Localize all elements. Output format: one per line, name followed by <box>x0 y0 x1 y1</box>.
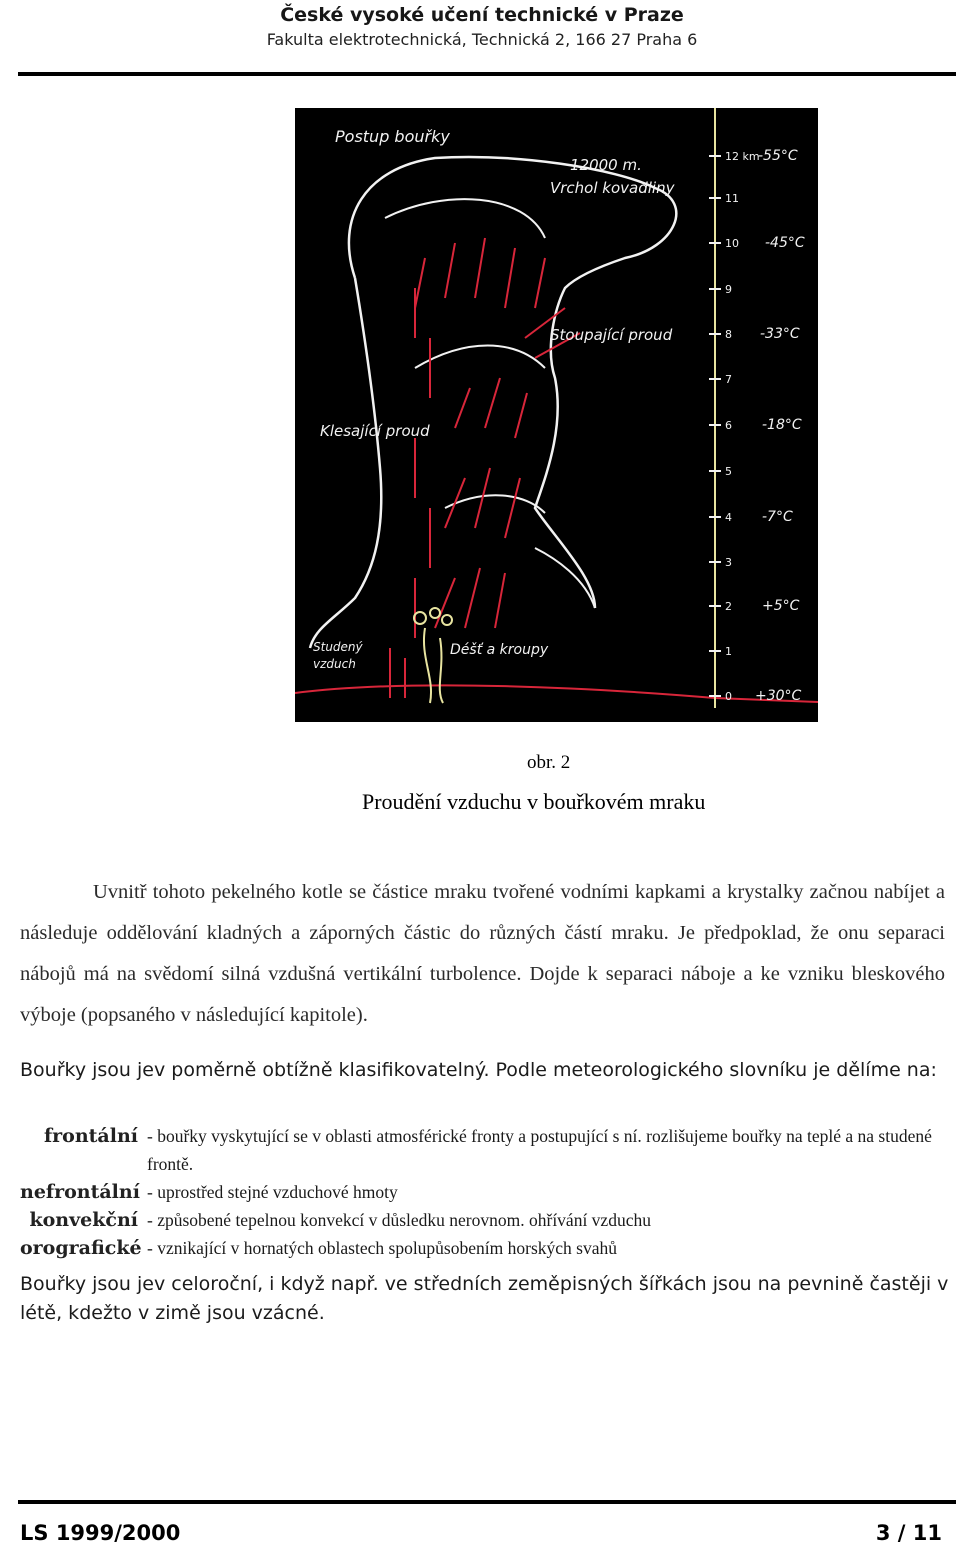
storm-type-term: nefrontální <box>20 1181 140 1203</box>
tick-label: 11 <box>725 192 739 205</box>
institution-title: České vysoké učení technické v Praze <box>280 4 684 26</box>
temperature-label: -55°C <box>758 148 798 164</box>
storm-type-description: - vznikající v hornatých oblastech spolupůsobením horských svahů <box>147 1238 617 1258</box>
paragraph-text: Uvnitř tohoto pekelného kotle se částice mraku tvořené vodními kapkami a krystalky začnou nabíjet a následuje oddělování kladných a záporných částic do různých částí mraku. Je předpoklad, že onu separaci nábojů má na svědomí silná vzdušná vertikální turbolence. Dojde k separaci náboje a ke vzniku bleskového výboje (popsaného v následující kapitole). <box>20 881 945 1026</box>
storm-movement-label: Postup bouřky <box>335 127 450 146</box>
temperature-label: -45°C <box>765 235 805 251</box>
figure-caption: Proudění vzduchu v bouřkovém mraku <box>362 789 706 814</box>
figure-number: obr. 2 <box>527 752 571 773</box>
storm-type-item <box>20 1234 950 1262</box>
page-number: 3 / 11 <box>875 1521 942 1545</box>
tick-label: 8 <box>725 328 732 341</box>
downdraft-label: Klesající proud <box>320 422 430 440</box>
storm-type-term: frontální <box>43 1125 138 1147</box>
updraft-label: Stoupající proud <box>550 326 673 344</box>
thunderstorm-diagram <box>295 108 818 722</box>
cold-air-label-1: Studený <box>313 640 363 654</box>
temperature-label: -18°C <box>762 417 802 433</box>
tick-label: 6 <box>725 419 732 432</box>
tick-label: 7 <box>725 373 732 386</box>
height-label: 12000 m. <box>570 156 642 174</box>
storm-type-description: - bouřky vyskytující se v oblasti atmosférické fronty a postupující s ní. rozlišujeme bouřky na teplé a na studené frontě. <box>147 1126 932 1174</box>
tick-label: 0 <box>725 690 732 703</box>
tick-label: 10 <box>725 237 739 250</box>
cold-air-label-2: vzduch <box>313 657 356 671</box>
tick-label: 2 <box>725 600 732 613</box>
storm-type-item <box>20 1178 950 1206</box>
storm-type-term: konvekční <box>29 1209 138 1231</box>
temperature-label: +30°C <box>755 688 802 704</box>
tick-label: 5 <box>725 465 732 478</box>
header-rule <box>18 72 956 76</box>
storm-type-item <box>20 1122 950 1178</box>
tick-label: 4 <box>725 511 732 524</box>
storm-type-term: orografické <box>20 1237 142 1259</box>
tick-label: 12 km <box>725 150 760 163</box>
temperature-label: +5°C <box>762 598 800 614</box>
temperature-label: -7°C <box>762 509 793 525</box>
faculty-address: Fakulta elektrotechnická, Technická 2, 166 27 Praha 6 <box>266 30 698 49</box>
footer-rule <box>18 1500 956 1504</box>
semester-label: LS 1999/2000 <box>20 1521 181 1545</box>
tick-label: 1 <box>725 645 732 658</box>
paragraph-classification: Bouřky jsou jev poměrně obtížně klasifikovatelný. Podle meteorologického slovníku je dělíme na: <box>20 1059 937 1081</box>
storm-type-item <box>20 1206 950 1234</box>
paragraph-charge-separation <box>20 872 945 1036</box>
rain-hail-label: Déšť a kroupy <box>450 642 549 658</box>
tick-label: 3 <box>725 556 732 569</box>
temperature-label: -33°C <box>760 326 800 342</box>
paragraph-seasonality: Bouřky jsou jev celoroční, i když např. ve středních zeměpisných šířkách jsou na pevnině častěji v létě, kdežto v zimě jsou vzácné. <box>20 1273 949 1324</box>
storm-types-list <box>20 1122 950 1262</box>
anvil-top-label: Vrchol kovadliny <box>550 179 675 197</box>
tick-label: 9 <box>725 283 732 296</box>
storm-type-description: - způsobené tepelnou konvekcí v důsledku nerovnom. ohřívání vzduchu <box>147 1210 651 1230</box>
storm-type-description: - uprostřed stejné vzduchové hmoty <box>147 1182 398 1202</box>
